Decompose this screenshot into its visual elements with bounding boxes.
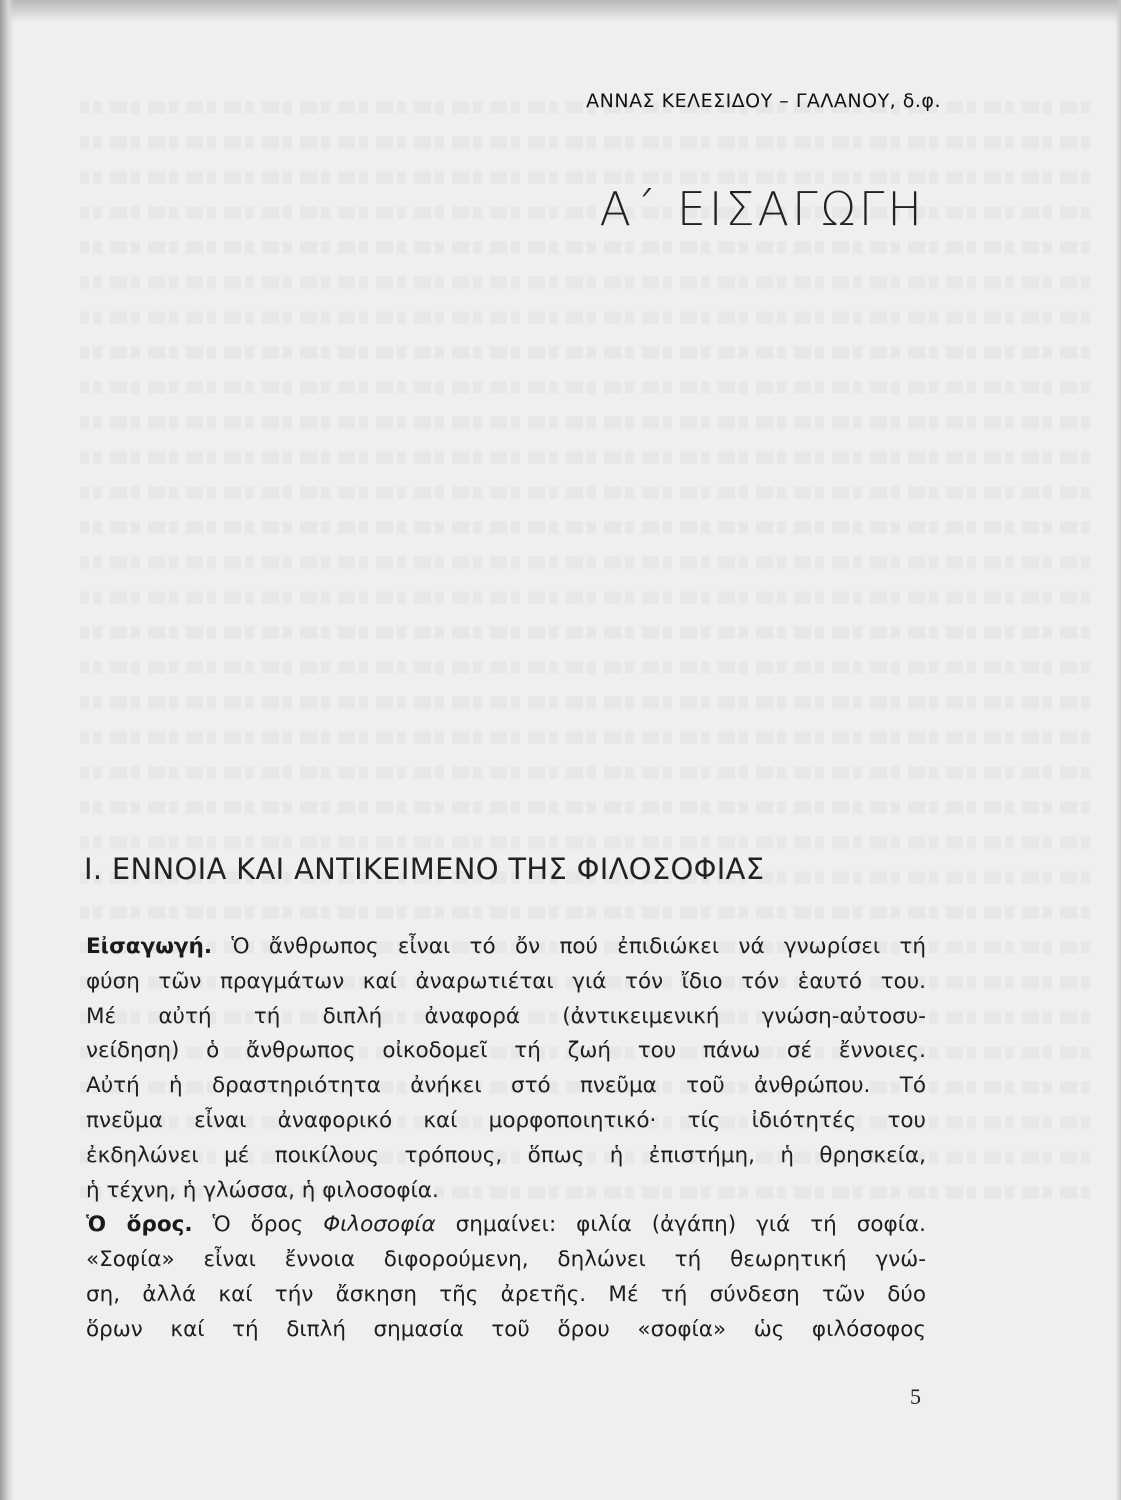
paragraph-lead-introduction: Εἰσαγωγή.	[86, 934, 213, 959]
paragraph-line: Μέ αὐτή τή διπλή ἀναφορά (ἀντικειμενική γνώση-αὐτοσυ-	[86, 1003, 926, 1029]
page-number: 5	[910, 1384, 921, 1409]
paragraph-line: ἐκδηλώνει μέ ποικίλους τρόπους, ὅπως ἡ ἐπιστήμη, ἡ θρησκεία,	[86, 1142, 926, 1168]
paragraph-line: ὅρων καί τή διπλή σημασία τοῦ ὅρου «σοφία» ὡς φιλόσοφος	[86, 1316, 926, 1342]
scan-shadow-binding	[0, 0, 14, 1500]
running-head: ΑΝΝΑΣ ΚΕΛΕΣΙΔΟΥ – ΓΑΛΑΝΟΥ, δ.φ.	[586, 90, 941, 112]
paragraph-line: ση, ἀλλά καί τήν ἄσκηση τῆς ἀρετῆς. Μέ τή σύνδεση τῶν δύο	[86, 1281, 926, 1307]
scan-shadow-right	[1115, 0, 1121, 1500]
paragraph-line: Αὐτή ἡ δραστηριότητα ἀνήκει στό πνεῦμα τοῦ ἀνθρώπου. Τό	[86, 1073, 926, 1099]
paragraph-line: Εἰσαγωγή. Ὁ ἄνθρωπος εἶναι τό ὄν πού ἐπιδιώκει νά γνωρίσει τή	[86, 934, 926, 959]
body-text	[86, 930, 926, 1348]
paragraph-line: Ὁ ὅρος. Ὁ ὅρος Φιλοσοφία σημαίνει: φιλία (ἀγάπη) γιά τή σοφία.	[86, 1212, 926, 1238]
paragraph-line: ἡ τέχνη, ἡ γλώσσα, ἡ φιλοσοφία.	[86, 1177, 439, 1203]
paragraph-line: φύση τῶν πραγμάτων καί ἀναρωτιέται γιά τόν ἴδιο τόν ἑαυτό του.	[86, 968, 926, 994]
paragraph-line: πνεῦμα εἶναι ἀναφορικό καί μορφοποιητικό· τίς ἰδιότητές του	[86, 1107, 926, 1133]
paragraph-line: «Σοφία» εἶναι ἔννοια διφορούμενη, δηλώνει τή θεωρητική γνώ-	[86, 1247, 926, 1273]
scan-shadow-top	[0, 0, 1121, 22]
chapter-title: Α΄ ΕΙΣΑΓΩΓΗ	[599, 182, 925, 236]
paragraph-lead-term: Ὁ ὅρος.	[86, 1212, 193, 1238]
section-heading: Ι. ΕΝΝΟΙΑ ΚΑΙ ΑΝΤΙΚΕΙΜΕΝΟ ΤΗΣ ΦΙΛΟΣΟΦΙΑΣ	[84, 852, 765, 886]
term-philosophy: Φιλοσοφία	[323, 1212, 436, 1238]
paragraph-line: νείδηση) ὁ ἄνθρωπος οἰκοδομεῖ τή ζωή του πάνω σέ ἔννοιες.	[86, 1038, 926, 1064]
